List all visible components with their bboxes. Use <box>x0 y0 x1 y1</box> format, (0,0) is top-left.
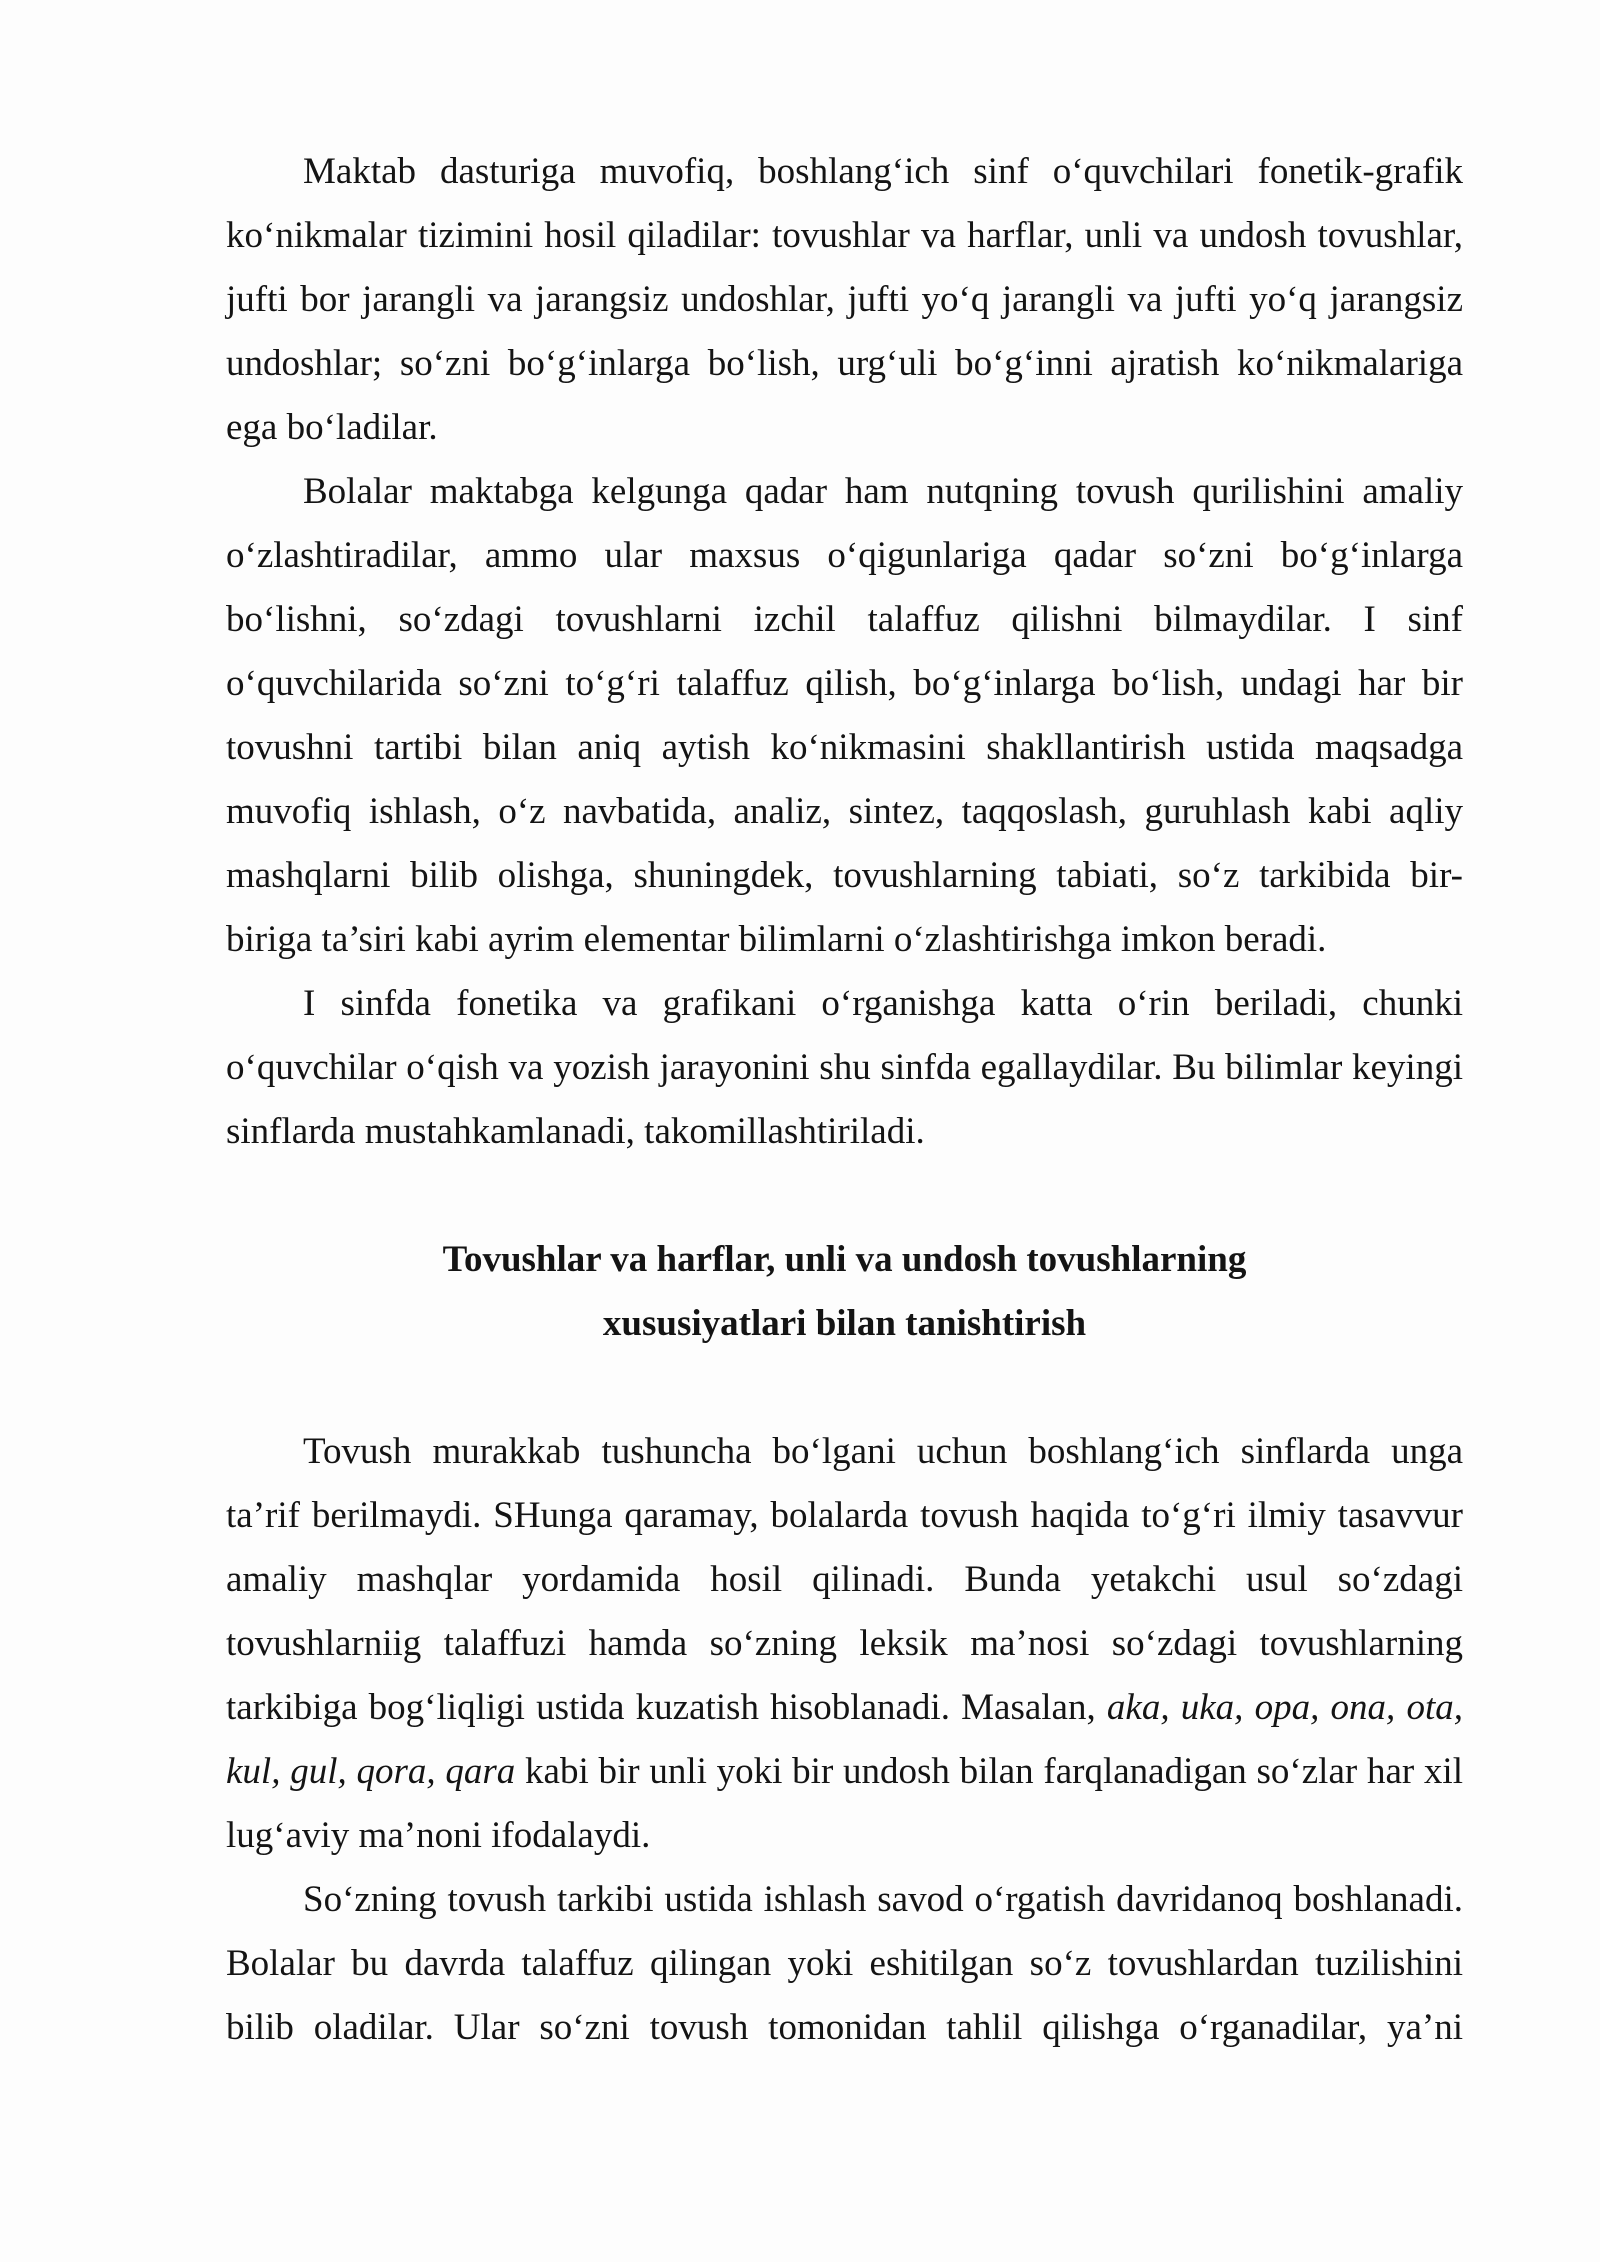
paragraph-text: So‘zning tovush tarkibi ustida ishlash savod o‘rgatish davridanoq boshlanadi. Bolalar bu davrda talaffuz qilingan yoki eshitilgan so‘z tovushlardan tuzilishini bilib oladilar. Ular so‘zni tovush tomonidan tahlil qilishga o‘rganadilar, ya’ni <box>226 1879 1463 2048</box>
paragraph <box>226 1420 1463 1868</box>
paragraph <box>226 972 1463 1164</box>
section-heading-line: xususiyatlari bilan tanishtirish <box>602 1303 1087 1344</box>
paragraph-text: Maktab dasturiga muvofiq, boshlang‘ich sinf o‘quvchilari fonetik-grafik ko‘nikmalar tizimini hosil qiladilar: tovushlar va harflar, unli va undosh tovushlar, jufti bor jarangli va jarangsiz undoshlar, jufti yo‘q jarangli va jufti yo‘q jarangsiz undoshlar; so‘zni bo‘g‘inlarga bo‘lish, urg‘uli bo‘g‘inni ajratish ko‘nikmalariga ega bo‘ladilar. <box>226 151 1463 448</box>
section-heading <box>226 1228 1463 1356</box>
paragraph-text: kabi bir unli yoki bir undosh bilan farqlanadigan so‘zlar har xil lug‘aviy ma’noni ifodalaydi. <box>226 1751 1463 1856</box>
paragraph <box>226 1868 1463 2060</box>
paragraph-text: I sinfda fonetika va grafikani o‘rganishga katta o‘rin beriladi, chunki o‘quvchilar o‘qish va yozish jarayonini shu sinfda egallaydilar. Bu bilimlar keyingi sinflarda mustahkamlanadi, takomillashtiriladi. <box>226 983 1463 1152</box>
paragraph-text: Bolalar maktabga kelgunga qadar ham nutqning tovush qurilishini amaliy o‘zlashtiradilar, ammo ular maxsus o‘qigunlariga qadar so‘zni bo‘g‘inlarga bo‘lishni, so‘zdagi tovushlarni izchil talaffuz qilishni bilmaydilar. I sinf o‘quvchilarida so‘zni to‘g‘ri talaffuz qilish, bo‘g‘inlarga bo‘lish, undagi har bir tovushni tartibi bilan aniq aytish ko‘nikmasini shakllantirish ustida maqsadga muvofiq ishlash, o‘z navbatida, analiz, sintez, taqqoslash, guruhlash kabi aqliy mashqlarni bilib olishga, shuningdek, tovushlarning tabiati, so‘z tarkibida bir-biriga ta’siri kabi ayrim elementar bilimlarni o‘zlashtirishga imkon beradi. <box>226 471 1463 960</box>
paragraph <box>226 140 1463 460</box>
paragraph <box>226 460 1463 972</box>
section-heading-line: Tovushlar va harflar, unli va undosh tovushlarning <box>442 1239 1247 1280</box>
document-body <box>226 140 1463 2060</box>
italic-example-words: aka, uka, opa, ona, ota, kul, gul, qora, qara <box>226 1687 1463 1792</box>
paragraph-text: Tovush murakkab tushuncha bo‘lgani uchun boshlang‘ich sinflarda unga ta’rif berilmaydi. SHunga qaramay, bolalarda tovush haqida to‘g‘ri ilmiy tasavvur amaliy mashqlar yordamida hosil qilinadi. Bunda yetakchi usul so‘zdagi tovushlarniig talaffuzi hamda so‘zning leksik ma’nosi so‘zdagi tovushlarning tarkibiga bog‘liqligi ustida kuzatish hisoblanadi. Masalan, <box>226 1431 1463 1728</box>
